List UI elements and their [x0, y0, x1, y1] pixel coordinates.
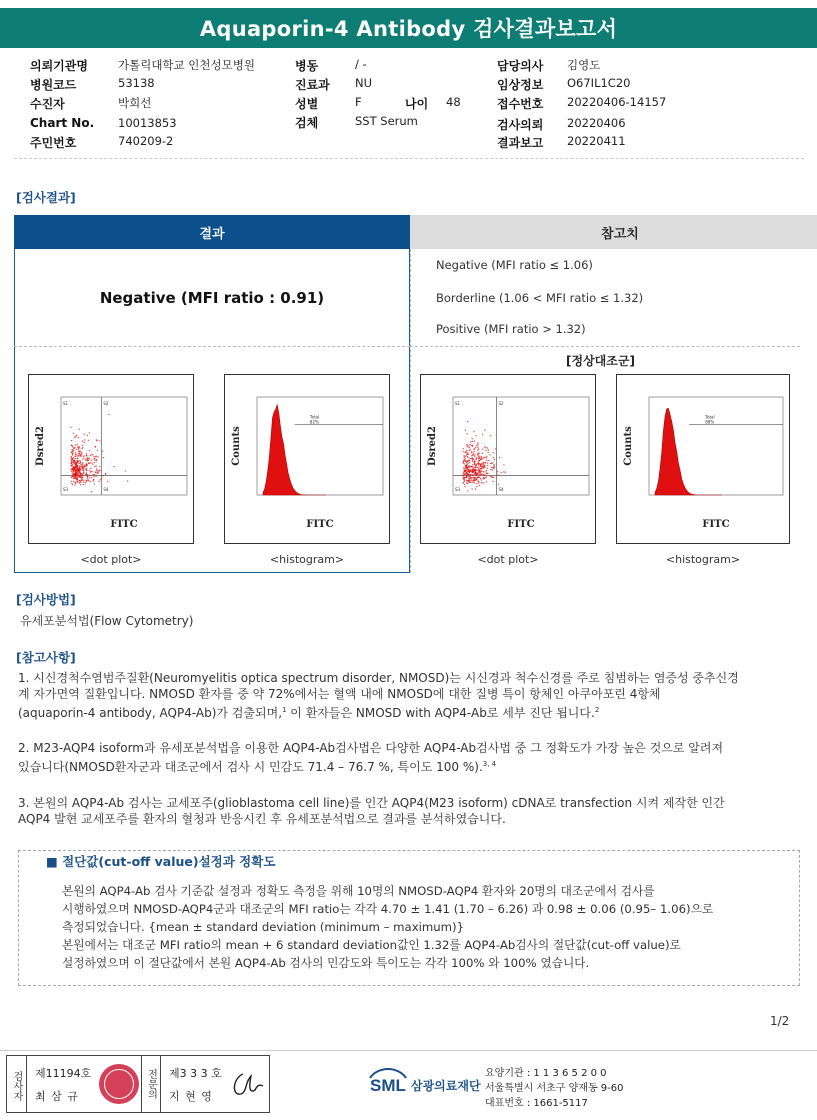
- value-receipt-no: 20220406-14157: [567, 95, 667, 109]
- patient-histogram: [224, 374, 390, 544]
- reference-divider: [410, 346, 800, 347]
- reference-header: 참고치: [410, 215, 817, 249]
- value-report-date: 20220411: [567, 134, 626, 148]
- label-doctor: 담당의사: [497, 59, 544, 73]
- dot-y-axis-label: Dsred2: [35, 426, 46, 466]
- control-hist-caption: <histogram>: [665, 553, 741, 566]
- signature2-number: 제3 3 3 호: [169, 1067, 222, 1080]
- value-chart-no: 10013853: [118, 116, 177, 130]
- reference-positive: Positive (MFI ratio > 1.32): [436, 322, 586, 336]
- value-clinical-info: O67IL1C20: [567, 76, 631, 90]
- label-clinical-info: 임상정보: [497, 78, 544, 92]
- note-paragraph-3: 3. 본원의 AQP4-Ab 검사는 교세포주(glioblastoma cell line)를 인간 AQP4(M23 isoform) cDNA로 transfection 시켜 제작한 인간 AQP4 발현 교세포주를 환자의 혈청과 반응시킨 후 유세포분석법으로 결과를 분석하였습니다.: [18, 796, 725, 826]
- control-histogram: [616, 374, 790, 544]
- sml-logo-text: SML: [370, 1076, 406, 1095]
- dot-x-axis-label: FITC: [507, 519, 535, 530]
- footer-info-1: 요양기관 : 1 1 3 6 5 2 0 0: [485, 1068, 607, 1079]
- label-patient: 수진자: [30, 97, 65, 111]
- control-dot-plot: [420, 374, 596, 544]
- value-sex: F: [355, 95, 362, 109]
- patient-hist-caption: <histogram>: [269, 553, 345, 566]
- histogram-y-axis-label: Counts: [623, 426, 634, 466]
- signature2-name: 지 현 영: [169, 1090, 213, 1103]
- label-ward: 병동: [295, 59, 319, 73]
- signature1-name: 최 삼 규: [35, 1090, 79, 1103]
- dot-y-axis-label: Dsred2: [427, 426, 438, 466]
- histogram-gate-percent: 88%: [705, 419, 715, 425]
- label-specimen: 검체: [295, 116, 319, 130]
- label-institution: 의뢰기관명: [30, 59, 88, 73]
- header-divider: [14, 158, 804, 159]
- control-dot-caption: <dot plot>: [477, 553, 539, 566]
- histogram-gate-percent: 82%: [309, 419, 319, 425]
- value-department: NU: [355, 76, 373, 90]
- footer-divider: [0, 1050, 817, 1051]
- result-value: Negative (MFI ratio : 0.91): [99, 289, 325, 307]
- label-department: 진료과: [295, 78, 330, 92]
- label-resident-no: 주민번호: [30, 136, 77, 150]
- value-ward: / -: [355, 57, 367, 71]
- quadrant-label: S4: [498, 487, 504, 492]
- signature1-seal-inner: [104, 1069, 134, 1099]
- quadrant-label: S1: [455, 401, 461, 406]
- control-group-label: [정상대조군]: [566, 354, 635, 368]
- patient-dot-plot: [28, 374, 194, 544]
- value-resident-no: 740209-2: [118, 134, 174, 148]
- quadrant-label: S2: [103, 401, 109, 406]
- reference-negative: Negative (MFI ratio ≤ 1.06): [436, 258, 593, 272]
- signature-box: [6, 1055, 270, 1113]
- footer-info-2: 서울특별시 서초구 양재동 9-60: [485, 1083, 624, 1094]
- value-age: 48: [446, 95, 461, 109]
- label-sex: 성별: [295, 97, 319, 111]
- patient-dot-caption: <dot plot>: [80, 553, 142, 566]
- note-paragraph-2: 2. M23-AQP4 isoform과 유세포분석법을 이용한 AQP4-Ab검사법은 다양한 AQP4-Ab검사법 중 그 정확도가 가장 높은 것으로 알려져 있습니다(NMOSD환자군과 대조군에서 검사 시 민감도 71.4 – 76.7 %, 특이도 100 %).$^{3, 4}$: [18, 741, 724, 774]
- value-patient: 박희선: [118, 96, 152, 110]
- histogram-gate-label: Total: [309, 414, 320, 420]
- notes-title: [참고사항]: [16, 650, 76, 665]
- value-institution: 가톨릭대학교 인천성모병원: [118, 58, 255, 72]
- signature1-label: 검사자: [7, 1056, 27, 1112]
- report-title: Aquaporin-4 Antibody 검사결과보고서: [0, 8, 817, 48]
- note-paragraph-1: 1. 시신경척수염범주질환(Neuromyelitis optica spectrum disorder, NMOSD)는 시신경과 척수신경를 주로 침범하는 염증성 중추신경 계 자가면역 질환입니다. NMOSD 환자를 중 약 72%에서는 혈액 내에 NMOSD에 대한 질병 특이 항체인 아쿠아포린 4항체 (aquaporin-4 antibody, AQP4-Ab)가 검출되며,$^1$ 이 환자들은 NMOSD with AQP4-Ab로 세부 진단 됩니다.$^2$: [18, 671, 739, 720]
- result-section-title: [검사결과]: [16, 190, 76, 205]
- page-number: 1/2: [770, 1014, 790, 1028]
- method-title: [검사방법]: [16, 592, 76, 607]
- value-specimen: SST Serum: [355, 114, 418, 128]
- sml-logo: [366, 1064, 410, 1102]
- label-report-date: 결과보고: [497, 136, 544, 150]
- cutoff-text: 본원의 AQP4-Ab 검사 기준값 설정과 정확도 측정을 위해 10명의 NMOSD-AQP4 환자와 20명의 대조군에서 검사를 시행하였으며 NMOSD-AQP4군과 대조군의 MFI ratio는 각각 4.70 ± 1.41 (1.70 – 6.26) 과 0.98 ± 0.06 (0.95– 1.06)으로 측정되었습니다. {mean ± standard deviation (minimum – maximum)} 본원에서는 대조군 MFI ratio의 mean + 6 standard deviation값인 1.32를 AQP4-Ab검사의 절단값(cut-off value)로 설정하였으며 이 절단값에서 본원 AQP4-Ab 검사의 민감도와 특이도는 각각 100% 와 100% 였습니다.: [62, 884, 714, 970]
- histogram-y-axis-label: Counts: [231, 426, 242, 466]
- cutoff-title: ■ 절단값(cut-off value)설정과 정확도: [38, 852, 283, 870]
- label-receipt-no: 접수번호: [497, 97, 544, 111]
- signature2-label: 전문의: [141, 1056, 161, 1112]
- result-divider: [14, 346, 410, 347]
- value-doctor: 김영도: [567, 58, 601, 72]
- method-text: 유세포분석법(Flow Cytometry): [20, 614, 194, 628]
- quadrant-label: S2: [498, 401, 504, 406]
- quadrant-label: S1: [63, 401, 69, 406]
- value-hospital-code: 53138: [118, 76, 155, 90]
- histogram-x-axis-label: FITC: [702, 519, 730, 530]
- result-header: 결과: [14, 215, 410, 249]
- org-name: 삼광의료재단: [411, 1079, 481, 1093]
- label-request-date: 검사의뢰: [497, 118, 544, 132]
- signature1-number: 제11194호: [35, 1067, 92, 1080]
- dot-x-axis-label: FITC: [110, 519, 138, 530]
- signature2-handwriting: [229, 1068, 265, 1102]
- quadrant-label: S3: [455, 487, 461, 492]
- value-request-date: 20220406: [567, 116, 626, 130]
- reference-borderline: Borderline (1.06 < MFI ratio ≤ 1.32): [436, 291, 644, 305]
- label-age: 나이: [405, 97, 429, 111]
- section-vertical-divider: [410, 249, 411, 573]
- label-hospital-code: 병원코드: [30, 78, 77, 92]
- quadrant-label: S4: [103, 487, 109, 492]
- label-chart-no: Chart No.: [30, 116, 95, 130]
- quadrant-label: S3: [63, 487, 69, 492]
- header-info: [0, 52, 817, 152]
- histogram-x-axis-label: FITC: [306, 519, 334, 530]
- footer-info-3: 대표번호 : 1661-5117: [485, 1098, 588, 1109]
- histogram-gate-label: Total: [705, 414, 715, 420]
